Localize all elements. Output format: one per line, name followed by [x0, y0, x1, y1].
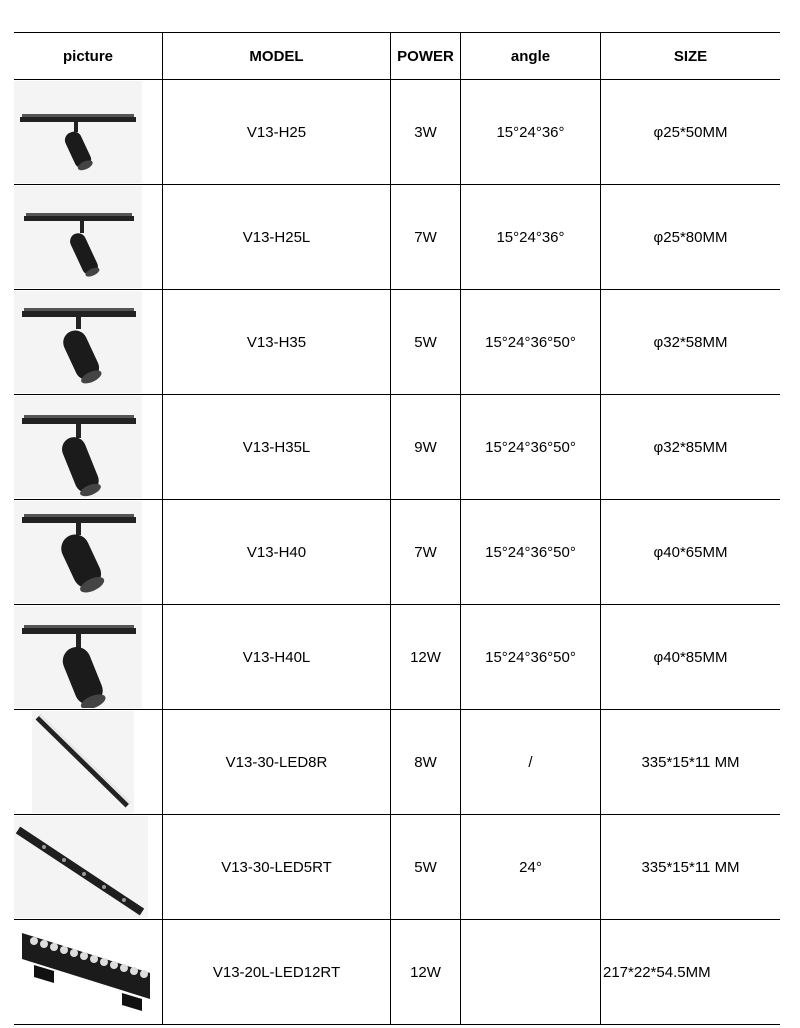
- power-cell: 12W: [391, 920, 461, 1024]
- table-row: [14, 710, 780, 815]
- track-spotlight-image: [14, 501, 142, 603]
- track-spotlight-image: [14, 291, 142, 393]
- table-row: [14, 500, 780, 605]
- model-cell: V13-H25L: [163, 185, 391, 289]
- angle-cell: /: [461, 710, 601, 814]
- model-cell: V13-H25: [163, 80, 391, 184]
- product-image-cell: [14, 500, 163, 604]
- product-image-cell: [14, 185, 163, 289]
- size-cell: φ25*80MM: [653, 228, 728, 246]
- power-cell: 5W: [391, 290, 461, 394]
- header-picture: picture: [14, 33, 163, 79]
- track-spotlight-image: [14, 81, 142, 183]
- size-cell: φ40*65MM: [653, 543, 728, 561]
- size-cell: φ25*50MM: [653, 123, 728, 141]
- product-image-cell: [14, 815, 163, 919]
- header-angle: angle: [461, 33, 601, 79]
- model-cell: V13-H40: [163, 500, 391, 604]
- model-cell: V13-30-LED5RT: [163, 815, 391, 919]
- table-row: [14, 920, 780, 1025]
- angle-cell: 15°24°36°50°: [461, 290, 601, 394]
- power-cell: 5W: [391, 815, 461, 919]
- power-cell: 3W: [391, 80, 461, 184]
- product-image-cell: [14, 395, 163, 499]
- size-cell: 335*15*11 MM: [641, 753, 740, 771]
- model-cell: V13-H35L: [163, 395, 391, 499]
- header-size: SIZE: [673, 47, 708, 65]
- model-cell: V13-20L-LED12RT: [163, 920, 391, 1024]
- model-cell: V13-30-LED8R: [163, 710, 391, 814]
- header-model: MODEL: [163, 33, 391, 79]
- product-image-cell: [14, 920, 163, 1024]
- product-image-cell: [14, 710, 163, 814]
- grille-light-module-image: [14, 921, 154, 1023]
- product-image-cell: [14, 290, 163, 394]
- table-row: [14, 605, 780, 710]
- angle-cell: 24°: [461, 815, 601, 919]
- product-image-cell: [14, 80, 163, 184]
- table-row: [14, 185, 780, 290]
- table-header-row: [14, 32, 780, 80]
- track-spotlight-image: [14, 606, 142, 708]
- linear-spot-bar-image: [14, 816, 148, 918]
- table-row: [14, 815, 780, 920]
- size-cell: φ32*85MM: [653, 438, 728, 456]
- product-image-cell: [14, 605, 163, 709]
- size-cell: φ32*58MM: [653, 333, 728, 351]
- table-row: [14, 80, 780, 185]
- size-cell: 217*22*54.5MM: [603, 963, 711, 981]
- table-row: [14, 395, 780, 500]
- angle-cell: 15°24°36°50°: [461, 500, 601, 604]
- power-cell: 9W: [391, 395, 461, 499]
- model-cell: V13-H35: [163, 290, 391, 394]
- track-spotlight-image: [14, 396, 142, 498]
- size-cell: φ40*85MM: [653, 648, 728, 666]
- power-cell: 7W: [391, 185, 461, 289]
- angle-cell: 15°24°36°: [461, 185, 601, 289]
- power-cell: 7W: [391, 500, 461, 604]
- angle-cell: 15°24°36°50°: [461, 605, 601, 709]
- angle-cell: 15°24°36°50°: [461, 395, 601, 499]
- power-cell: 8W: [391, 710, 461, 814]
- track-spotlight-image: [14, 186, 142, 288]
- power-cell: 12W: [391, 605, 461, 709]
- size-cell: 335*15*11 MM: [641, 858, 740, 876]
- model-cell: V13-H40L: [163, 605, 391, 709]
- product-spec-table: [14, 32, 780, 1025]
- angle-cell: 15°24°36°: [461, 80, 601, 184]
- linear-light-bar-image: [32, 711, 134, 813]
- header-power: POWER: [391, 33, 461, 79]
- table-row: [14, 290, 780, 395]
- angle-cell: [461, 920, 601, 1024]
